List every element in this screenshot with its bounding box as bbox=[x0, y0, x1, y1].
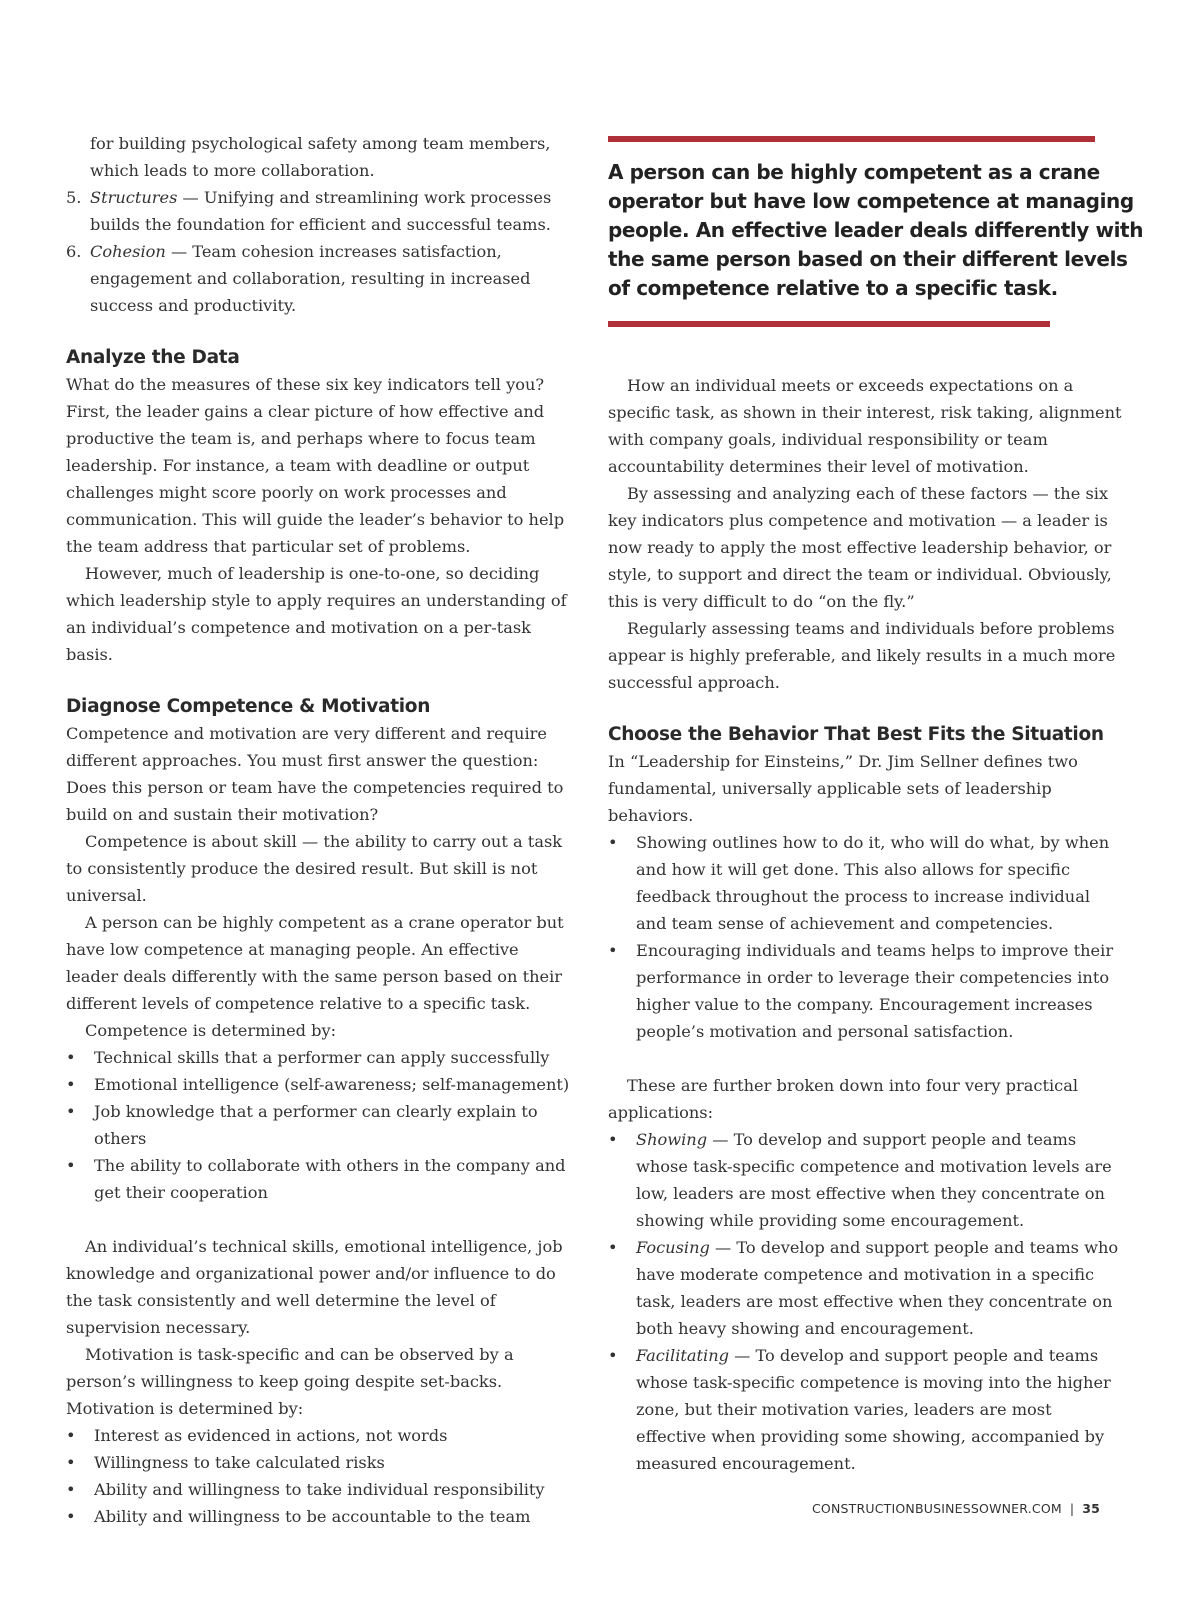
analyze-heading: Analyze the Data bbox=[66, 347, 240, 368]
diagnose-heading: Diagnose Competence & Motivation bbox=[66, 696, 431, 717]
bullet: • bbox=[608, 833, 618, 852]
bullet: • bbox=[66, 1426, 76, 1445]
pull-quote-bottom-rule bbox=[608, 321, 1050, 327]
list-item: • Job knowledge that a performer can clearly explain to others bbox=[66, 1098, 571, 1152]
list-item: • Technical skills that a performer can apply successfully bbox=[66, 1044, 571, 1071]
bullet: • bbox=[608, 941, 618, 960]
page-footer bbox=[812, 1501, 1100, 1516]
applications-list bbox=[608, 1126, 1123, 1477]
list-item: • Willingness to take calculated risks bbox=[66, 1449, 571, 1476]
body-paragraph: Regularly assessing teams and individuals before problems appear is highly preferable, and likely results in a much more successful approach. bbox=[608, 619, 1116, 692]
footer-site: CONSTRUCTIONBUSINESSOWNER.COM bbox=[812, 1501, 1062, 1516]
further-paragraph: These are further broken down into four very practical applications: bbox=[608, 1076, 1079, 1122]
right-column bbox=[608, 372, 1123, 1477]
intro-continuation: for building psychological safety among team members, which leads to more collaboration. bbox=[90, 134, 551, 180]
item-title: Focusing bbox=[636, 1238, 710, 1257]
bullet: • bbox=[66, 1453, 76, 1472]
diagnose-paragraph: A person can be highly competent as a crane operator but have low competence at managing people. An effective leader deals differently with the same person based on their different levels of competence relative to a specific task. bbox=[66, 913, 564, 1013]
motivation-list bbox=[66, 1422, 571, 1530]
item-title: Structures bbox=[90, 188, 178, 207]
bullet: • bbox=[66, 1102, 76, 1121]
list-item: • Emotional intelligence (self-awareness; self-management) bbox=[66, 1071, 571, 1098]
choose-heading: Choose the Behavior That Best Fits the Situation bbox=[608, 724, 1104, 745]
list-item: • The ability to collaborate with others in the company and get their cooperation bbox=[66, 1152, 571, 1206]
body-paragraph: How an individual meets or exceeds expectations on a specific task, as shown in their interest, risk taking, alignment with company goals, individual responsibility or team accountability determines their level of motivation. bbox=[608, 376, 1122, 476]
choose-paragraph: In “Leadership for Einsteins,” Dr. Jim Sellner defines two fundamental, universally applicable sets of leadership behaviors. bbox=[608, 752, 1078, 825]
bullet: • bbox=[608, 1238, 618, 1257]
pull-quote-text: A person can be highly competent as a crane operator but have low competence at managing people. An effective leader deals differently with the same person based on their different levels of competence relative to a specific task. bbox=[608, 160, 1144, 300]
list-item: • Showing — To develop and support people and teams whose task-specific competence and motivation levels are low, leaders are most effective when they concentrate on showing while providing some encouragement. bbox=[608, 1126, 1123, 1234]
bullet: • bbox=[66, 1507, 76, 1526]
pull-quote-top-rule bbox=[608, 136, 1095, 142]
numbered-item bbox=[66, 238, 571, 319]
item-text: — Unifying and streamlining work processes builds the foundation for efficient and successful teams. bbox=[90, 188, 552, 234]
footer-separator: | bbox=[1069, 1501, 1075, 1516]
bullet: • bbox=[66, 1075, 76, 1094]
body-paragraph: By assessing and analyzing each of these factors — the six key indicators plus competence and motivation — a leader is now ready to apply the most effective leadership behavior, or style, to support and direct the team or individual. Obviously, this is very difficult to do “on the fly.” bbox=[608, 484, 1112, 611]
competence-intro: Competence is determined by: bbox=[85, 1021, 337, 1040]
list-item: • Ability and willingness to be accountable to the team bbox=[66, 1503, 571, 1530]
numbered-item bbox=[66, 184, 571, 238]
list-item: • Interest as evidenced in actions, not words bbox=[66, 1422, 571, 1449]
item-title: Facilitating bbox=[636, 1346, 730, 1365]
analyze-paragraph: However, much of leadership is one-to-one, so deciding which leadership style to apply requires an understanding of an individual’s competence and motivation on a per-task basis. bbox=[66, 564, 567, 664]
pull-quote bbox=[608, 136, 1148, 327]
bullet: • bbox=[66, 1480, 76, 1499]
competence-list bbox=[66, 1044, 571, 1206]
list-item: • Ability and willingness to take individual responsibility bbox=[66, 1476, 571, 1503]
left-column bbox=[66, 130, 571, 1530]
bullet: • bbox=[66, 1156, 76, 1175]
item-text: — Team cohesion increases satisfaction, engagement and collaboration, resulting in increased success and productivity. bbox=[90, 242, 531, 315]
individual-paragraph: An individual’s technical skills, emotional intelligence, job knowledge and organizational power and/or influence to do the task consistently and well determine the level of supervision necessary. bbox=[66, 1237, 563, 1337]
list-item: • Showing outlines how to do it, who will do what, by when and how it will get done. This also allows for specific feedback throughout the process to increase individual and team sense of achievement and competencies. bbox=[608, 829, 1123, 937]
diagnose-paragraph: Competence and motivation are very different and require different approaches. You must first answer the question: Does this person or team have the competencies required to build on and sustain their motivation? bbox=[66, 724, 564, 824]
bullet: • bbox=[608, 1346, 618, 1365]
list-item: • Facilitating — To develop and support people and teams whose task-specific competence is moving into the higher zone, but their motivation varies, leaders are most effective when providing some showing, accompanied by measured encouragement. bbox=[608, 1342, 1123, 1477]
item-title: Showing bbox=[636, 1130, 708, 1149]
bullet: • bbox=[66, 1048, 76, 1067]
list-item: • Focusing — To develop and support people and teams who have moderate competence and motivation in a specific task, leaders are most effective when they concentrate on both heavy showing and encouragement. bbox=[608, 1234, 1123, 1342]
item-number: 6. bbox=[66, 242, 82, 261]
motivation-paragraph: Motivation is task-specific and can be observed by a person’s willingness to keep going despite set-backs. Motivation is determined by: bbox=[66, 1345, 514, 1418]
behaviors-list bbox=[608, 829, 1123, 1045]
analyze-paragraph: What do the measures of these six key indicators tell you? First, the leader gains a clear picture of how effective and productive the team is, and perhaps where to focus team leadership. For instance, a team with deadline or output challenges might score poorly on work processes and communication. This will guide the leader’s behavior to help the team address that particular set of problems. bbox=[66, 375, 565, 556]
bullet: • bbox=[608, 1130, 618, 1149]
page-number: 35 bbox=[1082, 1501, 1101, 1516]
item-number: 5. bbox=[66, 188, 82, 207]
item-title: Cohesion bbox=[90, 242, 166, 261]
diagnose-paragraph: Competence is about skill — the ability to carry out a task to consistently produce the desired result. But skill is not universal. bbox=[66, 832, 563, 905]
numbered-list bbox=[66, 184, 571, 319]
list-item: • Encouraging individuals and teams helps to improve their performance in order to leverage their competencies into higher value to the company. Encouragement increases people’s motivation and personal satisfaction. bbox=[608, 937, 1123, 1045]
